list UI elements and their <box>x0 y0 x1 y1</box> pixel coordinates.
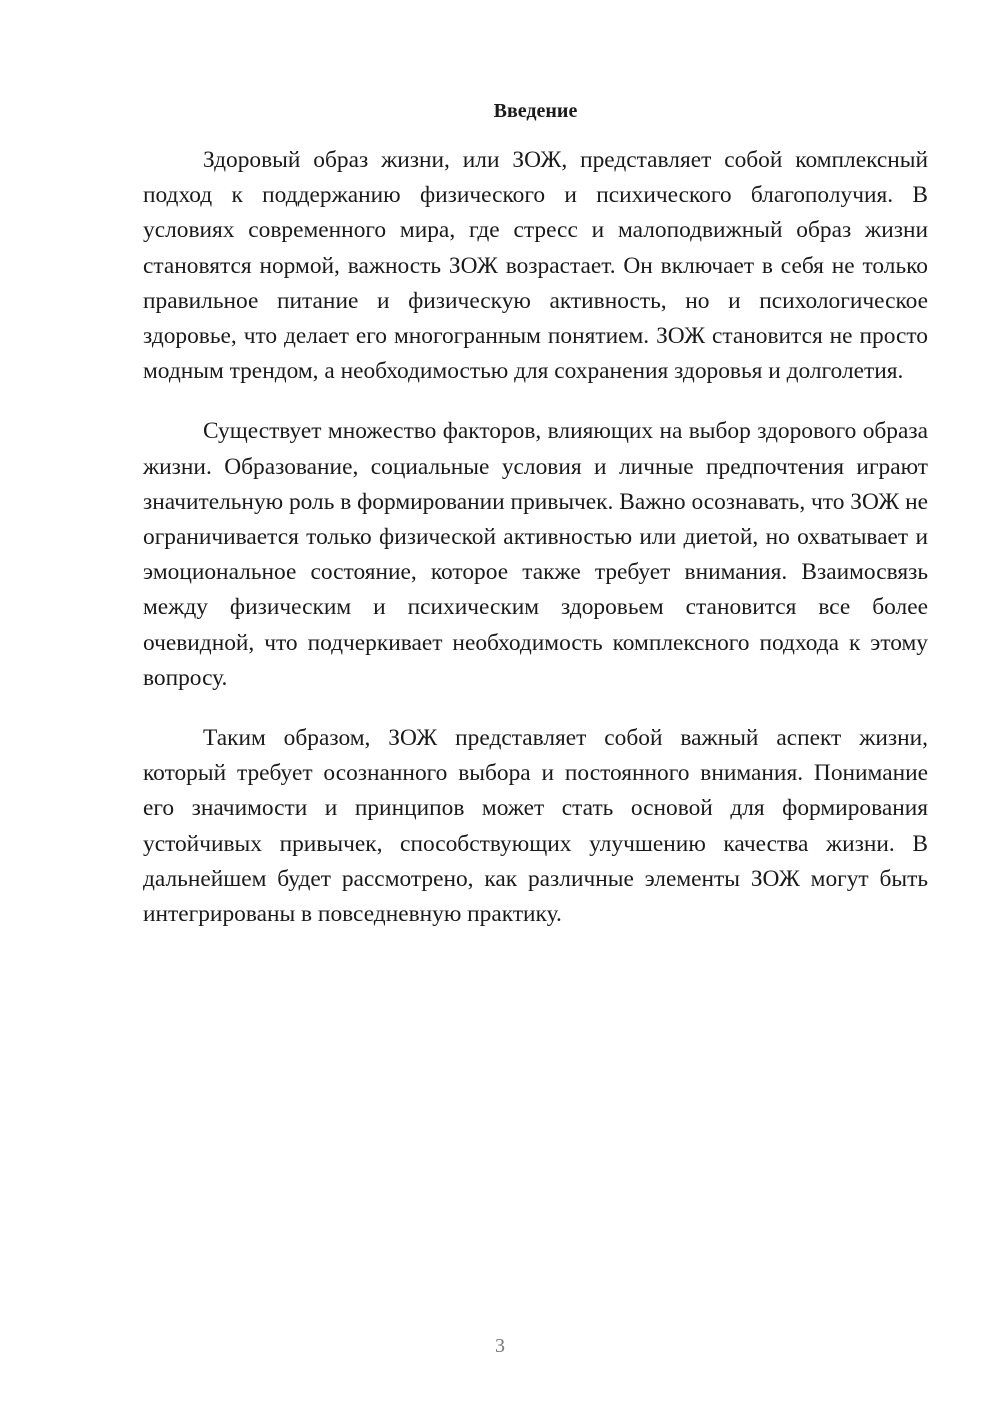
paragraph-3: Таким образом, ЗОЖ представляет собой важный аспект жизни, который требует осознанного выбора и постоянного внимания. Понимание его значимости и принципов может стать основой для формирования устойчивых привычек, способствующих улучшению качества жизни. В дальнейшем будет рассмотрено, как различные элементы ЗОЖ могут быть интегрированы в повседневную практику. <box>143 725 928 928</box>
paragraph-2: Существует множество факторов, влияющих на выбор здорового образа жизни. Образование, социальные условия и личные предпочтения играют значительную роль в формировании привычек. Важно осознавать, что ЗОЖ не ограничивается только физической активностью или диетой, но охватывает и эмоциональное состояние, которое также требует внимания. Взаимосвязь между физическим и психическим здоровьем становится все более очевидной, что подчеркивает необходимость комплексного подхода к этому вопросу. <box>143 418 928 691</box>
body-text <box>143 143 928 932</box>
section-title: Введение <box>493 100 578 122</box>
page-number: 3 <box>495 1335 505 1357</box>
paragraph-1: Здоровый образ жизни, или ЗОЖ, представляет собой комплексный подход к поддержанию физического и психического благополучия. В условиях современного мира, где стресс и малоподвижный образ жизни становятся нормой, важность ЗОЖ возрастает. Он включает в себя не только правильное питание и физическую активность, но и психологическое здоровье, что делает его многогранным понятием. ЗОЖ становится не просто модным трендом, а необходимостью для сохранения здоровья и долголетия. <box>143 147 928 385</box>
